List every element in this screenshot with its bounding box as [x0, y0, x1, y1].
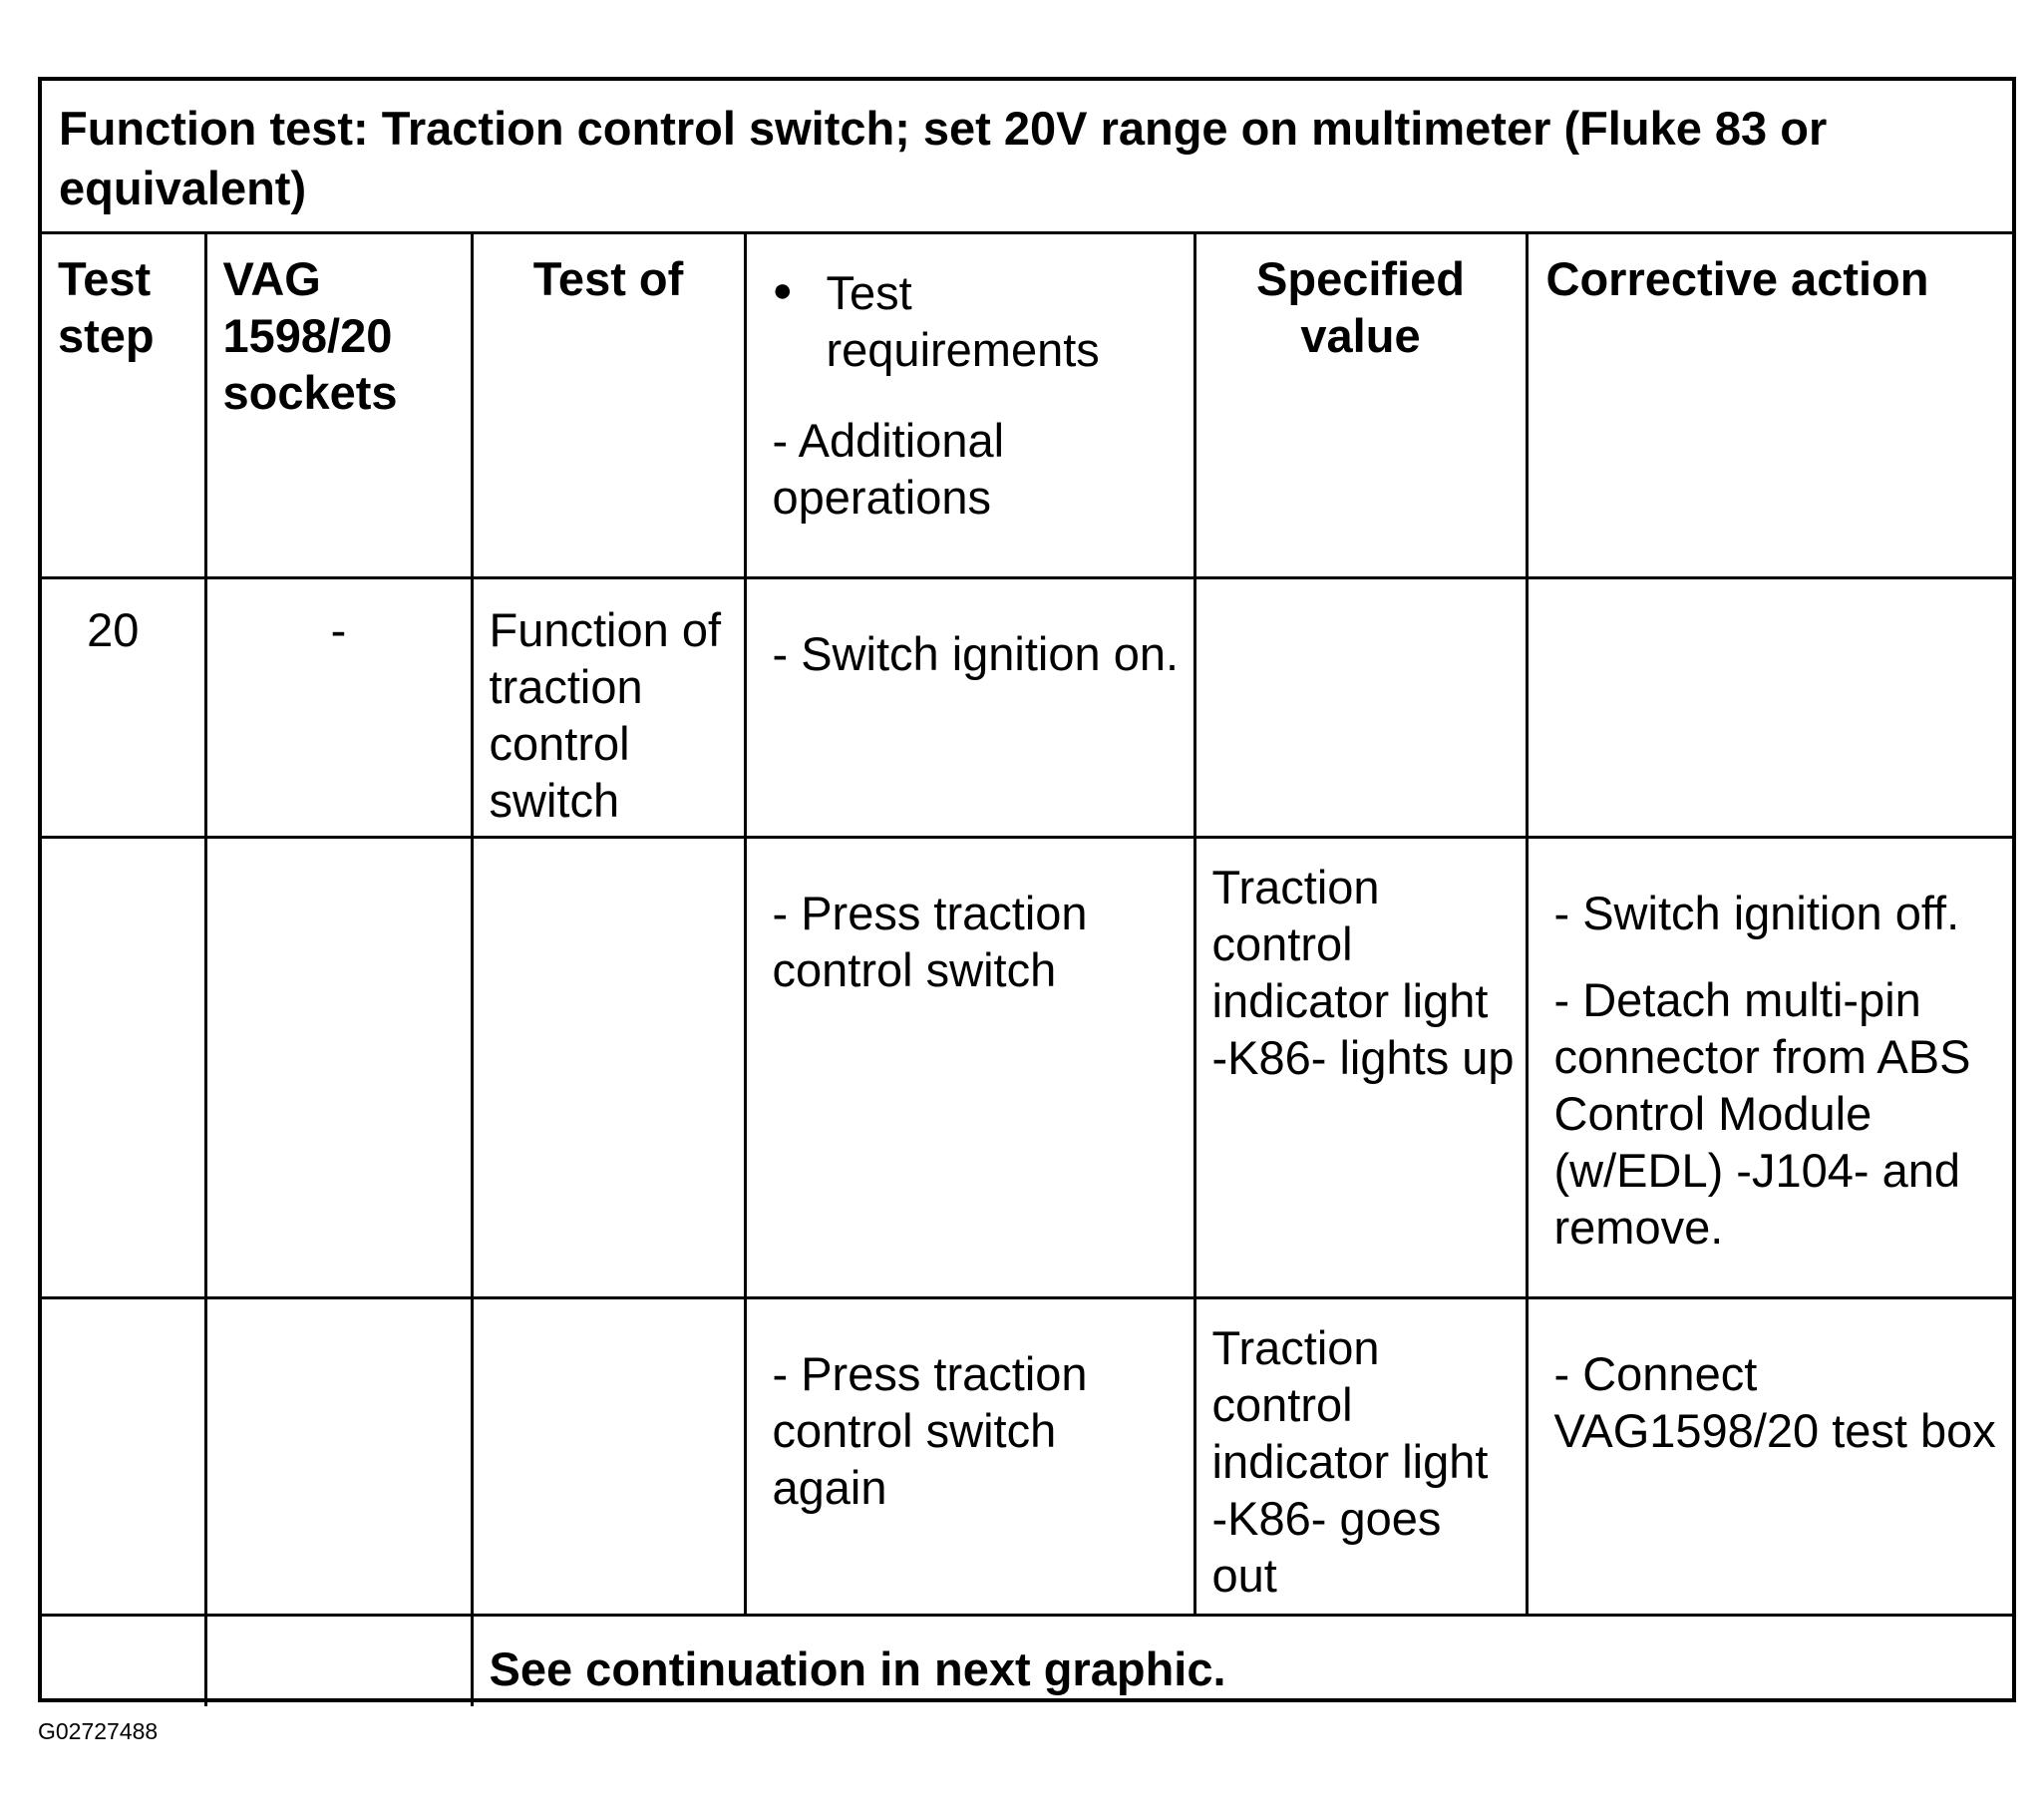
- corrective-action-cell: [1527, 1297, 2012, 1615]
- continuation-note: See continuation in next graphic.: [472, 1615, 2012, 1706]
- vag-sockets-cell: [205, 1297, 472, 1615]
- requirements-cell: - Press traction control switch: [745, 837, 1194, 1297]
- test-step-cell: [42, 837, 205, 1297]
- procedure-table: [38, 77, 2016, 1702]
- vag-sockets-cell: -: [205, 577, 472, 837]
- header-test-step: Test step: [42, 234, 205, 577]
- header-test-of: Test of: [472, 234, 745, 577]
- table-title: Function test: Traction control switch; set 20V range on multimeter (Fluke 83 or equivalent): [42, 81, 2012, 234]
- table-row: [42, 1297, 2012, 1615]
- test-step-cell: [42, 1297, 205, 1615]
- header-vag-sockets: VAG 1598/20 sockets: [205, 234, 472, 577]
- requirements-cell: - Press traction control switch again: [745, 1297, 1194, 1615]
- additional-operations-label: - Additional operations: [772, 414, 1005, 524]
- specified-value-cell: [1194, 577, 1527, 837]
- test-of-cell: [472, 1297, 745, 1615]
- corrective-action-item: - Switch ignition off.: [1553, 886, 1960, 939]
- table-row: [42, 577, 2012, 837]
- requirements-cell: - Switch ignition on.: [745, 577, 1194, 837]
- corrective-action-cell: [1527, 577, 2012, 837]
- bullet-icon: ●: [772, 271, 794, 309]
- vag-sockets-cell: [205, 837, 472, 1297]
- specified-value-cell: Traction control indicator light -K86- lights up: [1194, 837, 1527, 1297]
- corrective-action-item: - Connect VAG1598/20 test box: [1553, 1346, 1996, 1457]
- continuation-row: [42, 1615, 2012, 1706]
- test-of-cell: Function of traction control switch: [472, 577, 745, 837]
- header-corrective-action: Corrective action: [1527, 234, 2012, 577]
- specified-value-cell: Traction control indicator light -K86- goes out: [1194, 1297, 1527, 1615]
- empty-cell: [205, 1615, 472, 1706]
- empty-cell: [42, 1615, 205, 1706]
- header-specified-value: Specified value: [1194, 234, 1527, 577]
- test-step-cell: 20: [42, 577, 205, 837]
- header-row: [42, 234, 2012, 577]
- test-of-cell: [472, 837, 745, 1297]
- graphic-id: G02727488: [38, 1718, 159, 1744]
- corrective-action-item: - Detach multi-pin connector from ABS Control Module (w/EDL) -J104- and remove.: [1553, 972, 1971, 1254]
- test-requirements-label: Test requirements: [826, 266, 1100, 376]
- test-grid: [42, 234, 2012, 1706]
- corrective-action-cell: [1527, 837, 2012, 1297]
- header-test-requirements: [745, 234, 1194, 577]
- table-row: [42, 837, 2012, 1297]
